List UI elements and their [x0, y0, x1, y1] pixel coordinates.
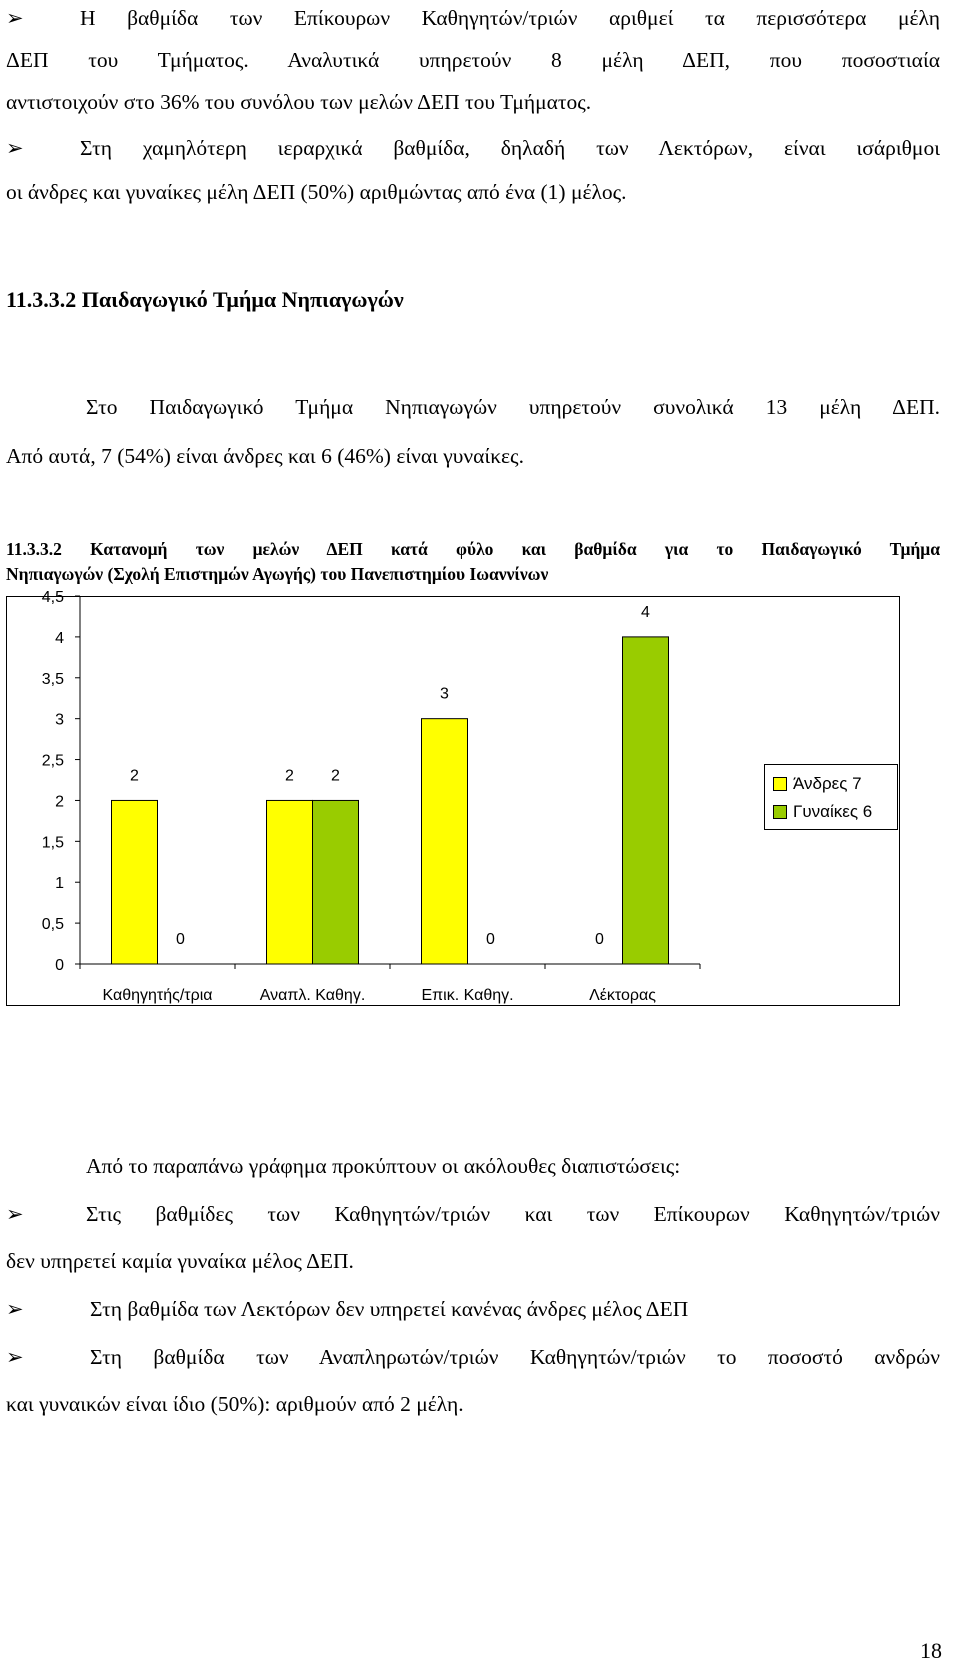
- y-tick-label: 2: [55, 793, 64, 811]
- y-tick-label: 1,5: [41, 834, 64, 852]
- finding-1-line1: Στις βαθμίδες των Καθηγητών/τριών και των Επίκουρων Καθηγητών/τριών: [86, 1202, 940, 1226]
- figure-caption-line2: Νηπιαγωγών (Σχολή Επιστημών Αγωγής) του Πανεπιστημίου Ιωαννίνων: [6, 564, 549, 584]
- x-tick-label: Αναπλ. Καθηγ.: [259, 987, 366, 1004]
- bar-value-label: 0: [176, 931, 185, 948]
- bar-value-label: 2: [331, 767, 340, 785]
- bullet-arrow-icon: ➢: [6, 1297, 24, 1321]
- section-heading: 11.3.3.2 Παιδαγωγικό Τμήμα Νηπιαγωγών: [6, 287, 404, 312]
- finding-2-line1: Στη βαθμίδα των Λεκτόρων δεν υπηρετεί κανένας άνδρες μέλος ΔΕΠ: [90, 1297, 689, 1321]
- x-tick-label: Επικ. Καθηγ.: [421, 987, 514, 1004]
- legend-swatch-men: [773, 777, 787, 791]
- bar: [623, 637, 669, 964]
- finding-3-line1: Στη βαθμίδα των Αναπληρωτών/τριών Καθηγητών/τριών το ποσοστό ανδρών: [90, 1345, 940, 1369]
- y-tick-label: 4: [55, 629, 64, 647]
- finding-1-line2: δεν υπηρετεί καμία γυναίκα μέλος ΔΕΠ.: [6, 1249, 354, 1273]
- bullet-arrow-icon: ➢: [6, 6, 24, 30]
- bar-value-label: 2: [285, 767, 294, 785]
- y-tick-label: 3: [55, 711, 64, 729]
- y-tick-label: 3,5: [41, 670, 64, 688]
- chart-legend: [764, 764, 898, 830]
- section-paragraph-line2: Από αυτά, 7 (54%) είναι άνδρες και 6 (46%) είναι γυναίκες.: [6, 444, 524, 468]
- legend-label-women: Γυναίκες 6: [793, 802, 873, 821]
- y-tick-label: 4,5: [41, 589, 64, 606]
- intro-bullet1-line3: αντιστοιχούν στο 36% του συνόλου των μελών ΔΕΠ του Τμήματος.: [6, 90, 592, 114]
- bar-value-label: 0: [595, 931, 604, 948]
- finding-3-line2: και γυναικών είναι ίδιο (50%): αριθμούν από 2 μέλη.: [6, 1392, 464, 1416]
- bullet-arrow-icon: ➢: [6, 1202, 24, 1226]
- bar-value-label: 2: [130, 767, 139, 785]
- bar: [313, 800, 359, 964]
- intro-bullet2-line1: Στη χαμηλότερη ιεραρχικά βαθμίδα, δηλαδή των Λεκτόρων, είναι ισάριθμοι: [80, 136, 940, 160]
- y-tick-label: 0: [55, 957, 64, 974]
- y-tick-label: 1: [55, 875, 64, 893]
- findings-intro: Από το παραπάνω γράφημα προκύπτουν οι ακόλουθες διαπιστώσεις:: [86, 1154, 681, 1178]
- x-tick-label: Λέκτορας: [589, 987, 656, 1004]
- bar-value-label: 4: [641, 603, 650, 621]
- figure-caption-line1: 11.3.3.2 Κατανομή των μελών ΔΕΠ κατά φύλο και βαθμίδα για το Παιδαγωγικό Τμήμα: [6, 539, 940, 559]
- y-tick-label: 2,5: [41, 752, 64, 770]
- intro-bullet1-line1: Η βαθμίδα των Επίκουρων Καθηγητών/τριών αριθμεί τα περισσότερα μέλη: [80, 6, 940, 30]
- legend-item-women: [773, 801, 872, 823]
- legend-swatch-women: [773, 805, 787, 819]
- bar: [112, 800, 158, 964]
- intro-bullet2-line2: οι άνδρες και γυναίκες μέλη ΔΕΠ (50%) αριθμώντας από ένα (1) μέλος.: [6, 180, 627, 204]
- intro-bullet1-line2: ΔΕΠ του Τμήματος. Αναλυτικά υπηρετούν 8 μέλη ΔΕΠ, που ποσοστιαία: [6, 48, 940, 72]
- y-tick-label: 0,5: [41, 916, 64, 934]
- x-tick-label: Καθηγητής/τρια: [102, 987, 213, 1004]
- bullet-arrow-icon: ➢: [6, 136, 24, 160]
- bar-value-label: 0: [486, 931, 495, 948]
- bar-value-label: 3: [440, 685, 449, 703]
- bullet-arrow-icon: ➢: [6, 1345, 24, 1369]
- section-paragraph-line1: Στο Παιδαγωγικό Τμήμα Νηπιαγωγών υπηρετούν συνολικά 13 μέλη ΔΕΠ.: [86, 395, 940, 419]
- bar: [422, 719, 468, 964]
- legend-label-men: Άνδρες 7: [793, 774, 862, 793]
- page-number: 18: [920, 1638, 942, 1663]
- bar: [267, 800, 313, 964]
- legend-item-men: [773, 773, 862, 795]
